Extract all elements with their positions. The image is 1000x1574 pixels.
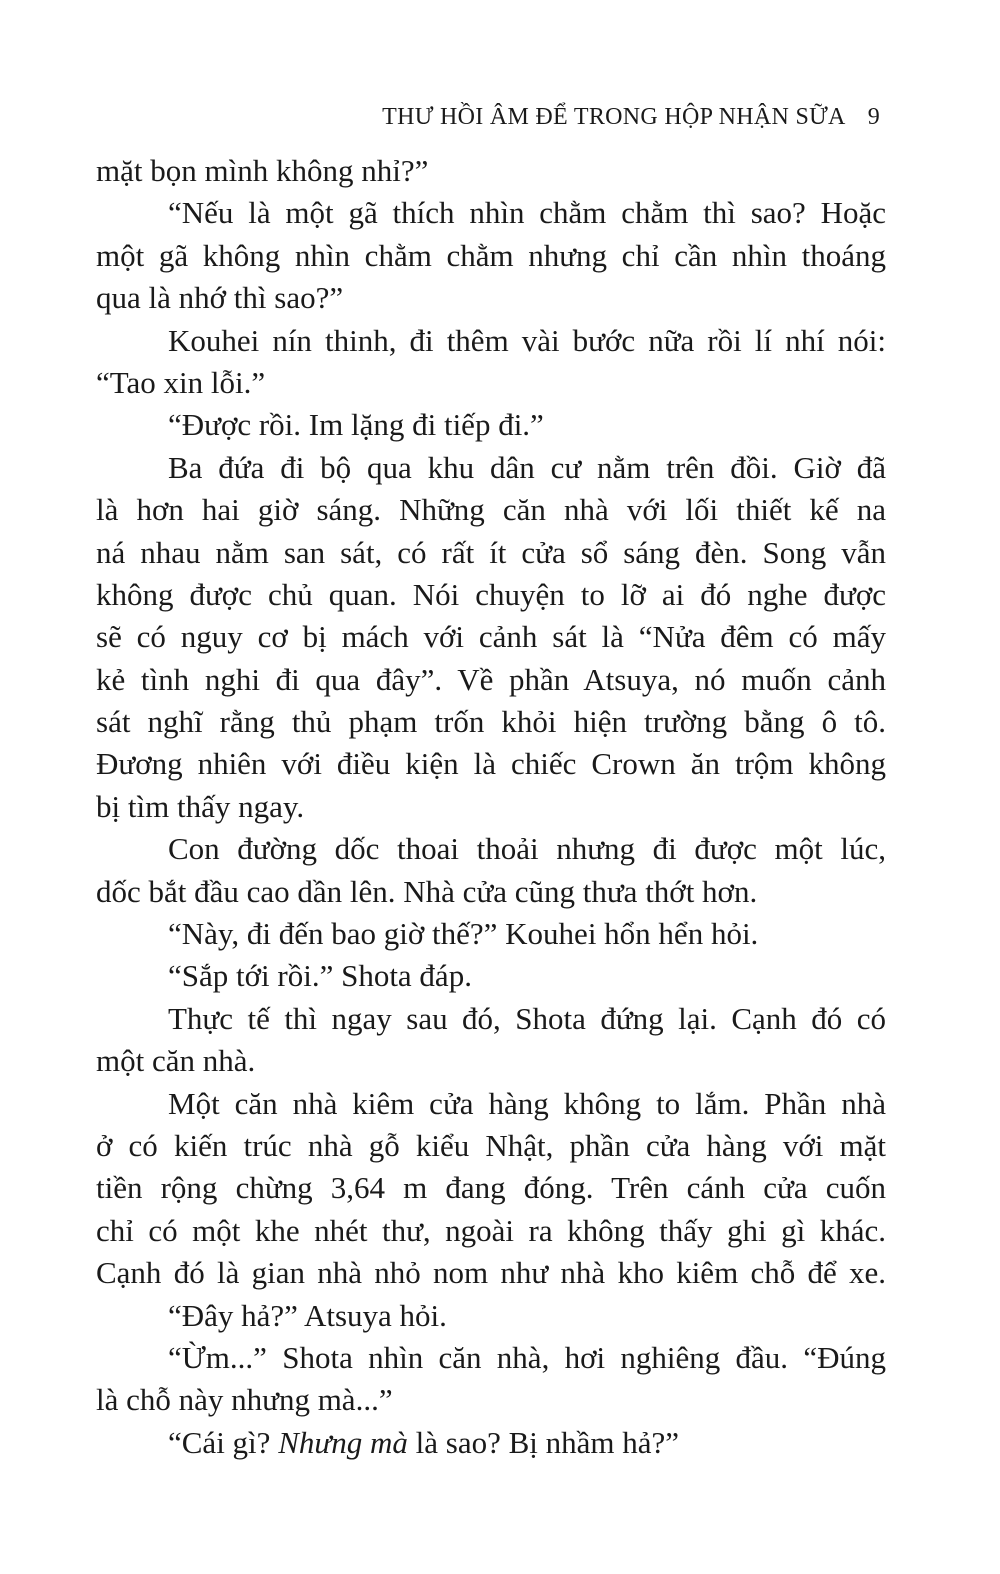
text-line: “Nếu là một gã thích nhìn chằm chằm thì sao? Hoặc bbox=[168, 195, 886, 231]
text-line: dốc bắt đầu cao dần lên. Nhà cửa cũng thưa thớt hơn. bbox=[96, 873, 758, 909]
text-line: Cạnh đó là gian nhà nhỏ nom như nhà kho kiêm chỗ để xe. bbox=[96, 1255, 886, 1291]
text-line: Thực tế thì ngay sau đó, Shota đứng lại. Cạnh đó có bbox=[168, 1000, 886, 1036]
chapter-title: THƯ HỒI ÂM ĐỂ TRONG HỘP NHẬN SỮA bbox=[382, 104, 846, 130]
text-line: Kouhei nín thinh, đi thêm vài bước nữa rồi lí nhí nói: bbox=[168, 322, 886, 358]
text-fragment: là sao? Bị nhầm hả?” bbox=[407, 1424, 680, 1460]
text-line: bị tìm thấy ngay. bbox=[96, 788, 305, 824]
body-text bbox=[96, 150, 886, 1464]
text-line: Con đường dốc thoai thoải nhưng đi được một lúc, bbox=[168, 831, 886, 867]
text-line: là chỗ này nhưng mà...” bbox=[96, 1382, 393, 1418]
text-line: “Ừm...” Shota nhìn căn nhà, hơi nghiêng đầu. “Đúng bbox=[168, 1339, 886, 1375]
text-line: ná nhau nằm san sát, có rất ít cửa sổ sáng đèn. Song vẫn bbox=[96, 534, 886, 570]
text-line: mặt bọn mình không nhỉ?” bbox=[96, 153, 429, 188]
text-line: qua là nhớ thì sao?” bbox=[96, 280, 344, 316]
text-line: một căn nhà. bbox=[96, 1043, 256, 1079]
text-line: một gã không nhìn chằm chằm nhưng chỉ cần nhìn thoáng bbox=[96, 237, 886, 273]
text-line: “Được rồi. Im lặng đi tiếp đi.” bbox=[168, 407, 544, 443]
text-line: kẻ tình nghi đi qua đây”. Về phần Atsuya, nó muốn cảnh bbox=[96, 661, 886, 697]
running-header bbox=[300, 100, 880, 134]
text-line: “Tao xin lỗi.” bbox=[96, 364, 266, 400]
text-line: ở có kiến trúc nhà gỗ kiểu Nhật, phần cửa hàng với mặt bbox=[96, 1127, 886, 1163]
text-fragment: “Cái gì? bbox=[168, 1424, 279, 1460]
page-number: 9 bbox=[867, 104, 880, 130]
text-line: “Này, đi đến bao giờ thế?” Kouhei hổn hển hỏi. bbox=[168, 916, 759, 952]
text-line: sẽ có nguy cơ bị mách với cảnh sát là “Nửa đêm có mấy bbox=[96, 619, 886, 655]
text-line: Đương nhiên với điều kiện là chiếc Crown ăn trộm không bbox=[96, 746, 886, 782]
text-line: là hơn hai giờ sáng. Những căn nhà với lối thiết kế na bbox=[96, 492, 886, 528]
text-line: Ba đứa đi bộ qua khu dân cư nằm trên đồi. Giờ đã bbox=[168, 449, 886, 485]
text-line: tiền rộng chừng 3,64 m đang đóng. Trên cánh cửa cuốn bbox=[96, 1170, 886, 1206]
text-line: “Sắp tới rồi.” Shota đáp. bbox=[168, 958, 472, 994]
text-line: “Đây hả?” Atsuya hỏi. bbox=[168, 1297, 447, 1333]
text-line: chỉ có một khe nhét thư, ngoài ra không thấy ghi gì khác. bbox=[96, 1212, 886, 1248]
text-line: không được chủ quan. Nói chuyện to lỡ ai đó nghe được bbox=[96, 576, 886, 612]
text-line: Một căn nhà kiêm cửa hàng không to lắm. Phần nhà bbox=[168, 1085, 886, 1121]
text-line: sát nghĩ rằng thủ phạm trốn khỏi hiện trường bằng ô tô. bbox=[96, 704, 886, 740]
text-line-last bbox=[96, 1422, 886, 1464]
italic-phrase: Nhưng mà bbox=[278, 1424, 408, 1460]
